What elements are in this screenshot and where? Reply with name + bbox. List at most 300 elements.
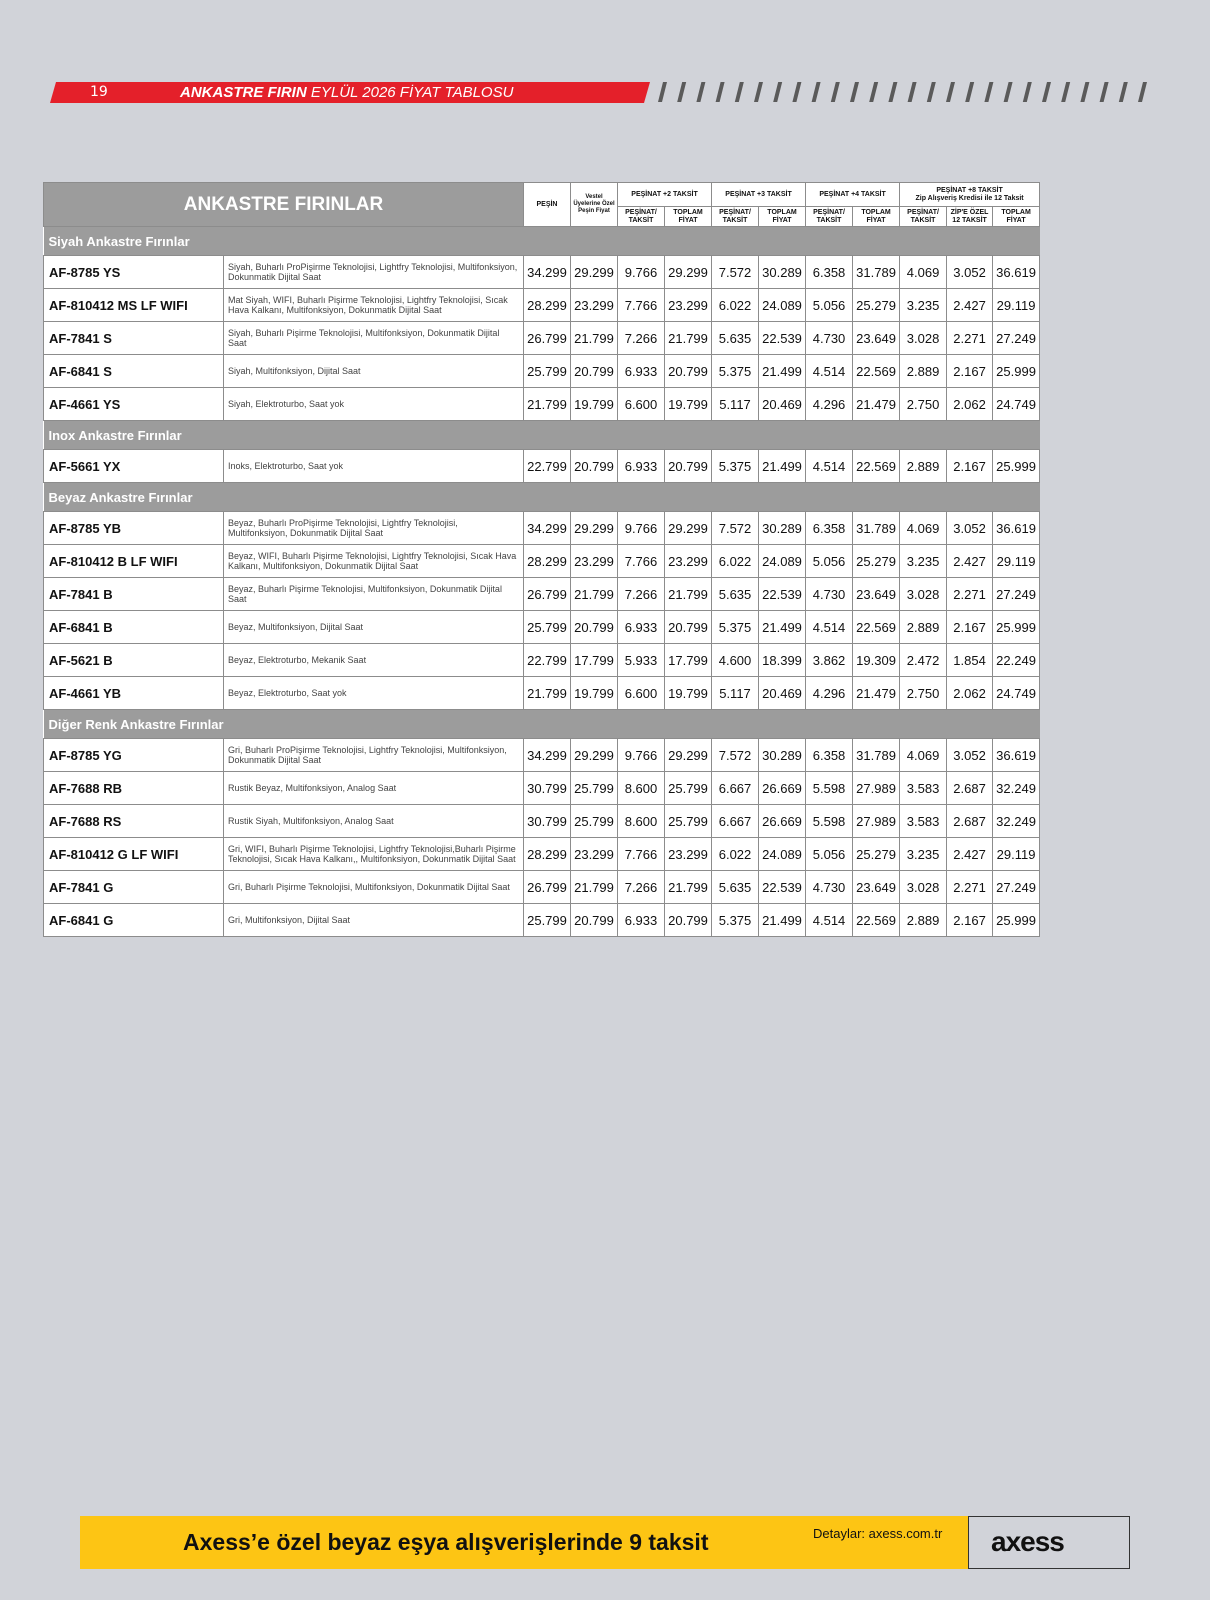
- price-cell: 27.989: [853, 772, 900, 805]
- price-cell: 29.299: [665, 739, 712, 772]
- price-cell: 25.279: [853, 838, 900, 871]
- price-cell: 2.271: [947, 322, 993, 355]
- sub-header-pesinat: PEŞİNAT/ TAKSİT: [806, 207, 853, 227]
- price-cell: 7.572: [712, 739, 759, 772]
- price-cell: 4.296: [806, 677, 853, 710]
- price-cell: 6.358: [806, 739, 853, 772]
- price-cell: 24.749: [993, 388, 1040, 421]
- price-cell: 2.062: [947, 677, 993, 710]
- price-cell: 36.619: [993, 739, 1040, 772]
- price-cell: 4.069: [900, 256, 947, 289]
- model-name: AF-5621 B: [44, 644, 224, 677]
- table-row: [44, 611, 1040, 644]
- model-description: Rustik Beyaz, Multifonksiyon, Analog Saat: [224, 772, 524, 805]
- model-description: Beyaz, Multifonksiyon, Dijital Saat: [224, 611, 524, 644]
- price-cell: 36.619: [993, 512, 1040, 545]
- section-title: Diğer Renk Ankastre Fırınlar: [44, 710, 1040, 739]
- price-cell: 2.472: [900, 644, 947, 677]
- price-cell: 27.989: [853, 805, 900, 838]
- price-cell: 2.271: [947, 871, 993, 904]
- price-cell: 21.479: [853, 677, 900, 710]
- price-cell: 4.514: [806, 355, 853, 388]
- price-cell: 27.249: [993, 871, 1040, 904]
- price-cell: 6.600: [618, 388, 665, 421]
- table-row: [44, 805, 1040, 838]
- price-cell: 23.299: [665, 838, 712, 871]
- price-cell: 2.889: [900, 611, 947, 644]
- price-cell: 5.375: [712, 355, 759, 388]
- price-cell: 5.598: [806, 805, 853, 838]
- stripe-mark: [677, 82, 686, 102]
- price-cell: 25.799: [571, 772, 618, 805]
- price-cell: 22.569: [853, 450, 900, 483]
- model-description: Siyah, Multifonksiyon, Dijital Saat: [224, 355, 524, 388]
- section-header-row: [44, 421, 1040, 450]
- price-cell: 26.799: [524, 578, 571, 611]
- table-row: [44, 388, 1040, 421]
- stripe-mark: [984, 82, 993, 102]
- model-description: Beyaz, Elektroturbo, Mekanik Saat: [224, 644, 524, 677]
- price-cell: 30.289: [759, 256, 806, 289]
- model-name: AF-7841 S: [44, 322, 224, 355]
- price-cell: 5.117: [712, 388, 759, 421]
- price-cell: 24.749: [993, 677, 1040, 710]
- footer-yellow-panel: [80, 1516, 968, 1569]
- model-name: AF-8785 YS: [44, 256, 224, 289]
- price-cell: 31.789: [853, 512, 900, 545]
- price-cell: 3.052: [947, 739, 993, 772]
- stripe-mark: [1100, 82, 1109, 102]
- price-cell: 34.299: [524, 739, 571, 772]
- price-cell: 25.279: [853, 289, 900, 322]
- model-name: AF-6841 B: [44, 611, 224, 644]
- price-cell: 22.539: [759, 871, 806, 904]
- price-cell: 23.649: [853, 322, 900, 355]
- price-cell: 4.730: [806, 871, 853, 904]
- sub-header-toplam: TOPLAM FİYAT: [759, 207, 806, 227]
- price-cell: 7.266: [618, 871, 665, 904]
- price-cell: 3.052: [947, 512, 993, 545]
- price-cell: 18.399: [759, 644, 806, 677]
- page-title-bold: ANKASTRE FIRIN: [180, 84, 307, 101]
- price-cell: 5.635: [712, 322, 759, 355]
- price-cell: 2.687: [947, 772, 993, 805]
- price-cell: 2.687: [947, 805, 993, 838]
- price-cell: 26.799: [524, 322, 571, 355]
- price-cell: 20.799: [571, 450, 618, 483]
- price-cell: 9.766: [618, 256, 665, 289]
- price-cell: 3.028: [900, 871, 947, 904]
- price-cell: 21.499: [759, 611, 806, 644]
- price-cell: 7.766: [618, 545, 665, 578]
- price-cell: 5.375: [712, 611, 759, 644]
- axess-logo-text: axess: [991, 1526, 1064, 1557]
- price-cell: 4.730: [806, 578, 853, 611]
- price-cell: 21.499: [759, 450, 806, 483]
- model-description: Beyaz, Elektroturbo, Saat yok: [224, 677, 524, 710]
- price-cell: 25.799: [524, 904, 571, 937]
- price-cell: 19.799: [665, 677, 712, 710]
- table-body: [44, 227, 1040, 937]
- price-cell: 2.167: [947, 611, 993, 644]
- table-row: [44, 644, 1040, 677]
- price-cell: 21.499: [759, 355, 806, 388]
- stripe-mark: [908, 82, 917, 102]
- price-cell: 21.799: [665, 322, 712, 355]
- stripe-mark: [946, 82, 955, 102]
- price-cell: 2.889: [900, 355, 947, 388]
- stripe-mark: [927, 82, 936, 102]
- price-cell: 4.069: [900, 739, 947, 772]
- price-cell: 20.799: [571, 355, 618, 388]
- axess-logo: [968, 1516, 1130, 1569]
- price-cell: 29.299: [665, 256, 712, 289]
- price-cell: 3.052: [947, 256, 993, 289]
- price-cell: 5.933: [618, 644, 665, 677]
- section-title: Inox Ankastre Fırınlar: [44, 421, 1040, 450]
- price-cell: 29.119: [993, 838, 1040, 871]
- price-cell: 3.862: [806, 644, 853, 677]
- model-name: AF-8785 YG: [44, 739, 224, 772]
- price-cell: 27.249: [993, 578, 1040, 611]
- price-cell: 7.572: [712, 256, 759, 289]
- price-cell: 2.889: [900, 904, 947, 937]
- price-cell: 17.799: [571, 644, 618, 677]
- sub-header-toplam: TOPLAM FİYAT: [853, 207, 900, 227]
- stripe-mark: [1138, 82, 1147, 102]
- stripe-mark: [1023, 82, 1032, 102]
- price-cell: 30.289: [759, 739, 806, 772]
- price-cell: 3.583: [900, 805, 947, 838]
- model-description: Gri, WIFI, Buharlı Pişirme Teknolojisi, Lightfry Teknolojisi,Buharlı Pişirme Teknolojisi, Sıcak Hava Kalkanı,, Multifonksiyon, Dokunmatik Dijital Saat: [224, 838, 524, 871]
- price-cell: 5.375: [712, 904, 759, 937]
- price-cell: 6.667: [712, 772, 759, 805]
- stripe-mark: [716, 82, 725, 102]
- price-cell: 6.022: [712, 545, 759, 578]
- table-row: [44, 545, 1040, 578]
- price-cell: 29.119: [993, 289, 1040, 322]
- price-cell: 2.427: [947, 545, 993, 578]
- price-cell: 4.600: [712, 644, 759, 677]
- price-cell: 3.235: [900, 838, 947, 871]
- price-cell: 5.056: [806, 545, 853, 578]
- price-cell: 6.667: [712, 805, 759, 838]
- model-description: Gri, Buharlı ProPişirme Teknolojisi, Lightfry Teknolojisi, Multifonksiyon, Dokunmatik Dijital Saat: [224, 739, 524, 772]
- model-description: Gri, Multifonksiyon, Dijital Saat: [224, 904, 524, 937]
- price-cell: 4.069: [900, 512, 947, 545]
- price-cell: 5.598: [806, 772, 853, 805]
- price-cell: 27.249: [993, 322, 1040, 355]
- stripe-mark: [869, 82, 878, 102]
- table-row: [44, 289, 1040, 322]
- stripe-mark: [754, 82, 763, 102]
- price-cell: 6.022: [712, 838, 759, 871]
- table-row: [44, 355, 1040, 388]
- section-header-row: [44, 227, 1040, 256]
- price-cell: 22.249: [993, 644, 1040, 677]
- price-cell: 2.167: [947, 355, 993, 388]
- sub-header-toplam: TOPLAM FİYAT: [993, 207, 1040, 227]
- group-header-8-taksit: [900, 183, 1040, 207]
- price-cell: 21.799: [524, 677, 571, 710]
- price-cell: 21.799: [524, 388, 571, 421]
- price-cell: 20.799: [665, 450, 712, 483]
- price-cell: 20.799: [665, 904, 712, 937]
- model-name: AF-7688 RS: [44, 805, 224, 838]
- stripe-mark: [773, 82, 782, 102]
- price-cell: 30.799: [524, 805, 571, 838]
- price-cell: 23.649: [853, 871, 900, 904]
- section-title: Siyah Ankastre Fırınlar: [44, 227, 1040, 256]
- price-cell: 2.271: [947, 578, 993, 611]
- price-cell: 25.799: [665, 805, 712, 838]
- price-cell: 24.089: [759, 545, 806, 578]
- price-cell: 32.249: [993, 805, 1040, 838]
- price-cell: 3.028: [900, 578, 947, 611]
- price-cell: 1.854: [947, 644, 993, 677]
- price-cell: 31.789: [853, 256, 900, 289]
- price-cell: 6.600: [618, 677, 665, 710]
- price-cell: 25.999: [993, 904, 1040, 937]
- table-row: [44, 450, 1040, 483]
- model-name: AF-4661 YS: [44, 388, 224, 421]
- table-row: [44, 739, 1040, 772]
- price-cell: 6.933: [618, 904, 665, 937]
- model-description: Siyah, Buharlı Pişirme Teknolojisi, Multifonksiyon, Dokunmatik Dijital Saat: [224, 322, 524, 355]
- price-cell: 5.117: [712, 677, 759, 710]
- stripe-mark: [850, 82, 859, 102]
- price-cell: 25.279: [853, 545, 900, 578]
- price-cell: 3.583: [900, 772, 947, 805]
- stripe-mark: [1004, 82, 1013, 102]
- price-cell: 7.572: [712, 512, 759, 545]
- group-header-3-taksit: PEŞİNAT +3 TAKSİT: [712, 183, 806, 207]
- footer-promo-text: Axess’e özel beyaz eşya alışverişlerinde 9 taksit: [183, 1529, 709, 1555]
- price-cell: 19.799: [665, 388, 712, 421]
- price-cell: 21.799: [571, 322, 618, 355]
- sub-header-zip: ZİP'E ÖZEL 12 TAKSİT: [947, 207, 993, 227]
- price-cell: 22.799: [524, 450, 571, 483]
- price-cell: 19.309: [853, 644, 900, 677]
- table-row: [44, 322, 1040, 355]
- price-cell: 25.799: [524, 611, 571, 644]
- price-cell: 34.299: [524, 512, 571, 545]
- price-cell: 25.999: [993, 355, 1040, 388]
- model-name: AF-810412 MS LF WIFI: [44, 289, 224, 322]
- price-cell: 5.635: [712, 871, 759, 904]
- price-cell: 4.514: [806, 611, 853, 644]
- page-header: [50, 82, 650, 103]
- price-cell: 20.799: [665, 355, 712, 388]
- model-name: AF-7841 G: [44, 871, 224, 904]
- price-cell: 25.999: [993, 450, 1040, 483]
- price-cell: 2.167: [947, 904, 993, 937]
- col-header-pesin: PEŞİN: [524, 183, 571, 227]
- price-cell: 29.119: [993, 545, 1040, 578]
- stripe-mark: [1061, 82, 1070, 102]
- price-cell: 29.299: [571, 739, 618, 772]
- price-cell: 24.089: [759, 838, 806, 871]
- model-description: Inoks, Elektroturbo, Saat yok: [224, 450, 524, 483]
- price-cell: 7.266: [618, 578, 665, 611]
- stripe-mark: [1042, 82, 1051, 102]
- table-main-header: ANKASTRE FIRINLAR: [44, 183, 524, 227]
- price-cell: 29.299: [665, 512, 712, 545]
- price-cell: 3.235: [900, 545, 947, 578]
- price-cell: 23.299: [665, 289, 712, 322]
- stripe-mark: [735, 82, 744, 102]
- price-cell: 7.766: [618, 838, 665, 871]
- price-cell: 2.427: [947, 289, 993, 322]
- model-name: AF-8785 YB: [44, 512, 224, 545]
- group-header-8-line1: PEŞİNAT +8 TAKSİT: [936, 186, 1003, 194]
- footer-banner: [80, 1516, 1130, 1569]
- price-cell: 30.799: [524, 772, 571, 805]
- price-cell: 22.539: [759, 322, 806, 355]
- price-cell: 2.062: [947, 388, 993, 421]
- table-row: [44, 838, 1040, 871]
- price-cell: 21.799: [665, 578, 712, 611]
- price-cell: 6.358: [806, 512, 853, 545]
- price-cell: 2.167: [947, 450, 993, 483]
- price-cell: 22.569: [853, 611, 900, 644]
- col-header-vestel: Vestel Üyelerine Özel Peşin Fiyat: [571, 183, 618, 227]
- price-cell: 21.799: [665, 871, 712, 904]
- price-cell: 23.299: [571, 289, 618, 322]
- price-cell: 20.799: [571, 611, 618, 644]
- price-cell: 22.799: [524, 644, 571, 677]
- model-name: AF-6841 S: [44, 355, 224, 388]
- price-cell: 23.299: [571, 545, 618, 578]
- table-row: [44, 256, 1040, 289]
- price-cell: 25.799: [571, 805, 618, 838]
- table-row: [44, 871, 1040, 904]
- section-header-row: [44, 710, 1040, 739]
- stripe-mark: [812, 82, 821, 102]
- price-cell: 3.028: [900, 322, 947, 355]
- table-row: [44, 512, 1040, 545]
- price-cell: 25.799: [524, 355, 571, 388]
- model-description: Beyaz, WIFI, Buharlı Pişirme Teknolojisi, Lightfry Teknolojisi, Sıcak Hava Kalkanı, Multifonksiyon, Dokunmatik Dijital Saat: [224, 545, 524, 578]
- stripe-mark: [965, 82, 974, 102]
- price-cell: 24.089: [759, 289, 806, 322]
- price-cell: 23.299: [665, 545, 712, 578]
- price-cell: 6.933: [618, 355, 665, 388]
- footer-detail-link[interactable]: Detaylar: axess.com.tr: [813, 1526, 943, 1541]
- price-cell: 8.600: [618, 772, 665, 805]
- price-cell: 26.669: [759, 805, 806, 838]
- price-cell: 2.889: [900, 450, 947, 483]
- price-cell: 25.999: [993, 611, 1040, 644]
- price-cell: 23.649: [853, 578, 900, 611]
- model-name: AF-810412 G LF WIFI: [44, 838, 224, 871]
- section-title: Beyaz Ankastre Fırınlar: [44, 483, 1040, 512]
- model-name: AF-5661 YX: [44, 450, 224, 483]
- price-cell: 20.469: [759, 677, 806, 710]
- price-cell: 21.479: [853, 388, 900, 421]
- price-cell: 4.296: [806, 388, 853, 421]
- page-title-rest: EYLÜL 2026 FİYAT TABLOSU: [306, 84, 514, 101]
- price-cell: 6.358: [806, 256, 853, 289]
- price-cell: 9.766: [618, 512, 665, 545]
- price-cell: 30.289: [759, 512, 806, 545]
- price-cell: 31.789: [853, 739, 900, 772]
- price-cell: 5.375: [712, 450, 759, 483]
- model-name: AF-4661 YB: [44, 677, 224, 710]
- table-row: [44, 677, 1040, 710]
- price-cell: 29.299: [571, 256, 618, 289]
- price-cell: 2.750: [900, 677, 947, 710]
- sub-header-pesinat: PEŞİNAT/ TAKSİT: [712, 207, 759, 227]
- price-cell: 20.799: [571, 904, 618, 937]
- price-cell: 28.299: [524, 545, 571, 578]
- model-name: AF-7688 RB: [44, 772, 224, 805]
- price-cell: 36.619: [993, 256, 1040, 289]
- price-cell: 22.539: [759, 578, 806, 611]
- model-description: Mat Siyah, WIFI, Buharlı Pişirme Teknolojisi, Lightfry Teknolojisi, Sıcak Hava Kalkanı, Multifonksiyon, Dokunmatik Dijital Saat: [224, 289, 524, 322]
- price-cell: 28.299: [524, 289, 571, 322]
- price-cell: 26.799: [524, 871, 571, 904]
- stripe-mark: [1119, 82, 1128, 102]
- price-cell: 5.056: [806, 838, 853, 871]
- price-cell: 21.499: [759, 904, 806, 937]
- price-cell: 32.249: [993, 772, 1040, 805]
- price-cell: 23.299: [571, 838, 618, 871]
- price-cell: 34.299: [524, 256, 571, 289]
- price-cell: 28.299: [524, 838, 571, 871]
- sub-header-pesinat: PEŞİNAT/ TAKSİT: [900, 207, 947, 227]
- price-cell: 6.933: [618, 611, 665, 644]
- sub-header-pesinat: PEŞİNAT/ TAKSİT: [618, 207, 665, 227]
- price-cell: 26.669: [759, 772, 806, 805]
- price-cell: 4.514: [806, 904, 853, 937]
- model-description: Gri, Buharlı Pişirme Teknolojisi, Multifonksiyon, Dokunmatik Dijital Saat: [224, 871, 524, 904]
- stripe-mark: [1080, 82, 1089, 102]
- price-table: [43, 182, 1040, 937]
- price-cell: 21.799: [571, 578, 618, 611]
- price-cell: 19.799: [571, 677, 618, 710]
- price-cell: 22.569: [853, 904, 900, 937]
- section-header-row: [44, 483, 1040, 512]
- model-description: Rustik Siyah, Multifonksiyon, Analog Saat: [224, 805, 524, 838]
- price-cell: 7.266: [618, 322, 665, 355]
- group-header-4-taksit: PEŞİNAT +4 TAKSİT: [806, 183, 900, 207]
- price-cell: 20.469: [759, 388, 806, 421]
- price-cell: 6.933: [618, 450, 665, 483]
- price-cell: 7.766: [618, 289, 665, 322]
- model-name: AF-810412 B LF WIFI: [44, 545, 224, 578]
- model-name: AF-7841 B: [44, 578, 224, 611]
- price-cell: 3.235: [900, 289, 947, 322]
- price-cell: 5.635: [712, 578, 759, 611]
- page-title: [180, 84, 513, 101]
- price-cell: 2.427: [947, 838, 993, 871]
- price-cell: 20.799: [665, 611, 712, 644]
- price-cell: 25.799: [665, 772, 712, 805]
- model-description: Beyaz, Buharlı ProPişirme Teknolojisi, Lightfry Teknolojisi, Multifonksiyon, Dokunmatik Dijital Saat: [224, 512, 524, 545]
- group-header-8-line2: Zip Alışveriş Kredisi ile 12 Taksit: [915, 194, 1024, 202]
- model-description: Siyah, Buharlı ProPişirme Teknolojisi, Lightfry Teknolojisi, Multifonksiyon, Dokunmatik Dijital Saat: [224, 256, 524, 289]
- header-stripes: [652, 82, 1162, 104]
- price-cell: 8.600: [618, 805, 665, 838]
- table-row: [44, 904, 1040, 937]
- price-cell: 17.799: [665, 644, 712, 677]
- sub-header-toplam: TOPLAM FİYAT: [665, 207, 712, 227]
- stripe-mark: [888, 82, 897, 102]
- group-header-2-taksit: PEŞİNAT +2 TAKSİT: [618, 183, 712, 207]
- price-cell: 4.514: [806, 450, 853, 483]
- model-name: AF-6841 G: [44, 904, 224, 937]
